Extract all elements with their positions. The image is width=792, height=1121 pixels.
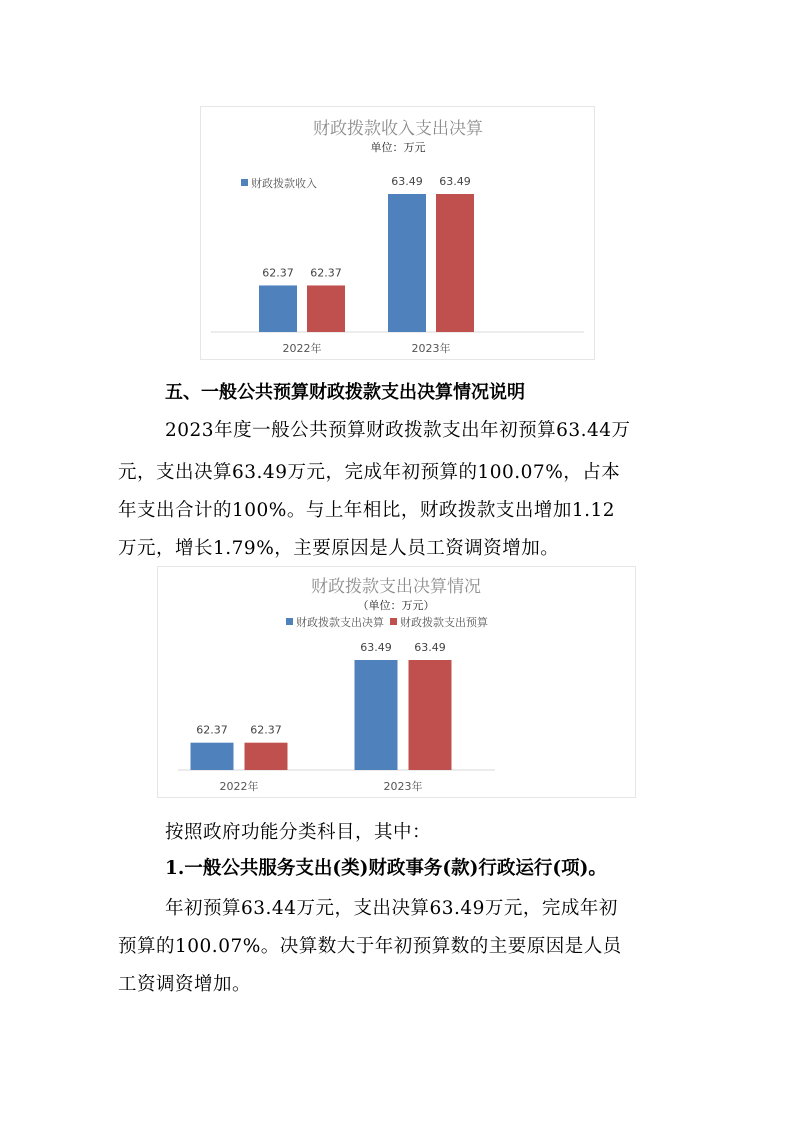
classification-line: 年初预算63.44万元，支出决算63.49万元，完成年初 [165,898,618,919]
bar [259,285,297,332]
classification-item-title: 1.一般公共服务支出(类)财政事务(款)行政运行(项)。 [165,858,607,879]
data-label: 63.49 [414,641,446,654]
legend-label: 财政拨款支出预算 [400,616,488,629]
bar [388,194,426,332]
chart-expenditure-situation-svg [158,567,635,797]
legend-swatch [390,618,397,625]
bar [245,743,288,770]
chart-title: 财政拨款支出决算情况 [311,577,481,597]
data-label: 62.37 [250,723,282,737]
data-label: 62.37 [262,266,294,280]
data-label: 63.49 [360,641,392,654]
x-tick-label: 2022年 [219,780,259,793]
x-tick-label: 2023年 [411,342,451,355]
chart-income-expenditure-svg [201,107,594,359]
classification-intro: 按照政府功能分类科目，其中： [165,822,432,843]
data-label: 62.37 [196,723,228,737]
classification-line: 预算的100.07%。决算数大于年初预算数的主要原因是人员 [118,936,622,957]
chart-expenditure-situation [157,566,636,798]
x-tick-label: 2022年 [282,342,322,355]
data-label: 63.49 [439,175,471,188]
classification-line: 工资调资增加。 [118,974,252,995]
bar [191,743,234,770]
chart-unit-label: （单位：万元） [357,599,435,612]
section-heading: 五、一般公共预算财政拨款支出决算情况说明 [165,382,525,403]
legend-swatch [286,618,293,625]
x-tick-label: 2023年 [383,780,423,793]
chart-title: 财政拨款收入支出决算 [313,119,483,139]
chart-unit-label: 单位：万元 [370,141,426,154]
bar [355,660,398,770]
bar [436,194,474,332]
bar [409,660,452,770]
chart-income-expenditure [200,106,595,360]
paragraph-line: 2023年度一般公共预算财政拨款支出年初预算63.44万 [165,420,631,441]
paragraph-line: 万元，增长1.79%，主要原因是人员工资调资增加。 [118,538,560,559]
paragraph-line: 元，支出决算63.49万元，完成年初预算的100.07%，占本 [118,462,621,483]
data-label: 63.49 [391,175,423,188]
legend-swatch [241,179,248,186]
paragraph-line: 年支出合计的100%。与上年相比，财政拨款支出增加1.12 [118,500,616,521]
legend-label: 财政拨款收入 [251,177,317,190]
legend-label: 财政拨款支出决算 [296,616,384,629]
bar [307,285,345,332]
data-label: 62.37 [310,266,342,280]
